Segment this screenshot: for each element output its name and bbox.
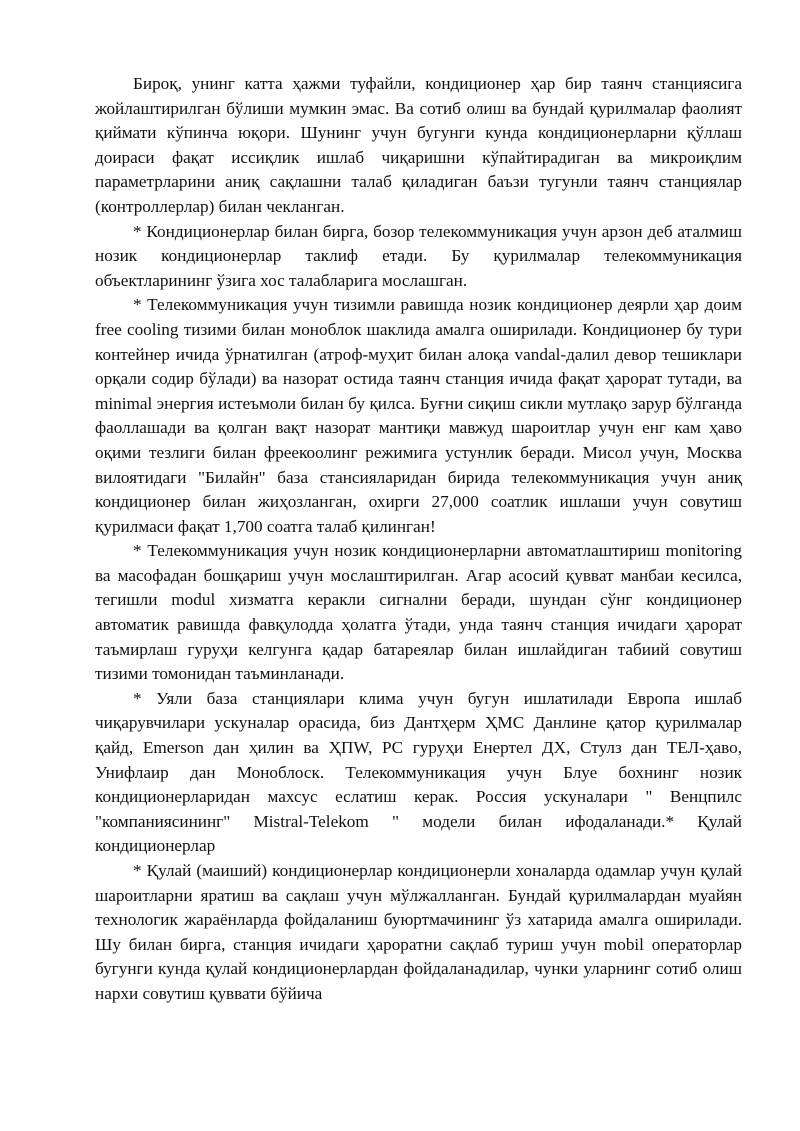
paragraph-budget-conditioners: * Кондиционерлар билан бирга, бозор телекоммуникация учун арзон деб аталмиш нозик кондиционерлар таклиф етади. Бу қурилмалар телекоммуникация объектларининг ўзига хос талабларига мослашган. [95, 221, 742, 290]
paragraph-intro-limitations: Бироқ, унинг катта ҳажми туфайли, кондиционер ҳар бир таянч станциясига жойлаштирилган бўлиши мумкин эмас. Ва сотиб олиш ва бундай қурилмалар фаолият қиймати кўпинча юқори. Шунинг учун бугунги кунда кондиционерларни қўллаш доираси фақат иссиқлик ишлаб чиқаришни кўпайтирадиган ва микроиқлим параметрларини аниқ сақлашни талаб қиладиган баъзи тугунли таянч станциялар (контроллерлар) билан чекланган. [95, 74, 742, 216]
paragraph-comfort-conditioners: * Қулай (маиший) кондиционерлар кондиционерли хоналарда одамлар учун қулай шароитларни яратиш ва сақлаш учун мўлжалланган. Бундай қурилмалардан муайян технологик жараёнларда фойдаланиш буюртмачининг ўз хатарида амалга оширилади. Шу билан бирга, станция ичидаги ҳароратни сақлаб туриш учун mobil операторлар бугунги кунда қулай кондиционерлардан фойдаланадилар, чунки уларнинг сотиб олиш нархи совутиш қуввати бўйича [95, 861, 742, 1003]
document-page [95, 72, 742, 1007]
paragraph-automation-monitoring: * Телекоммуникация учун нозик кондиционерларни автоматлаштириш monitoring ва масофадан бошқариш учун мослаштирилган. Агар асосий қувват манбаи кесилса, тегишли modul хизматга керакли сигнални беради, шундан сўнг кондиционер автоматик равишда фавқулодда ҳолатга ўтади, унда таянч станция ичидаги ҳарорат таъмирлаш гуруҳи келгунга қадар батареялар билан ишлайдиган табиий совутиш тизими томонидан таъминланади. [95, 541, 742, 684]
paragraph-manufacturers: * Уяли база станциялари клима учун бугун ишлатилади Европа ишлаб чиқарувчилари ускуналар орасида, биз Дантҳерм ҲМС Данлине қатор қурилмалар қайд, Emerson дан ҳилин ва ҲПW, PC гуруҳи Енертел ДХ, Стулз дан ТЕЛ-ҳаво, Унифлаир дан Моноблоск. Телекоммуникация учун Блуе бохнинг нозик кондиционерларидан махсус еслатиш керак. Россия ускуналари " Венцпилс "компаниясининг" Mistral-Telekom " модели билан ифодаланади.* Қулай кондиционерлар [95, 688, 742, 856]
paragraph-free-cooling-monoblock: * Телекоммуникация учун тизимли равишда нозик кондиционер деярли ҳар доим free cooling тизими билан моноблок шаклида амалга оширилади. Кондиционер бу тури контейнер ичида ўрнатилган (атроф-муҳит билан алоқа vandal-далил девор тешиклари орқали содир бўлади) ва назорат остида таянч станция ичида фақат ҳарорат тутади, ва minimal энергия истеъмоли билан бу қилса. Буғни сиқиш сикли мутлақо зарур бўлганда фаоллашади ва қолган вақт назорат мантиқи мавжуд шароитлар учун енг кам ҳаво оқими тезлиги билан фреекоолинг режимига устунлик беради. Мисол учун, Москва вилоятидаги "Билайн" база стансияларидан бирида телекоммуникация учун аниқ кондиционер билан жиҳозланган, охирги 27,000 соатлик ишлаши учун совутиш қурилмаси фақат 1,700 соатга талаб қилинган! [95, 295, 742, 536]
